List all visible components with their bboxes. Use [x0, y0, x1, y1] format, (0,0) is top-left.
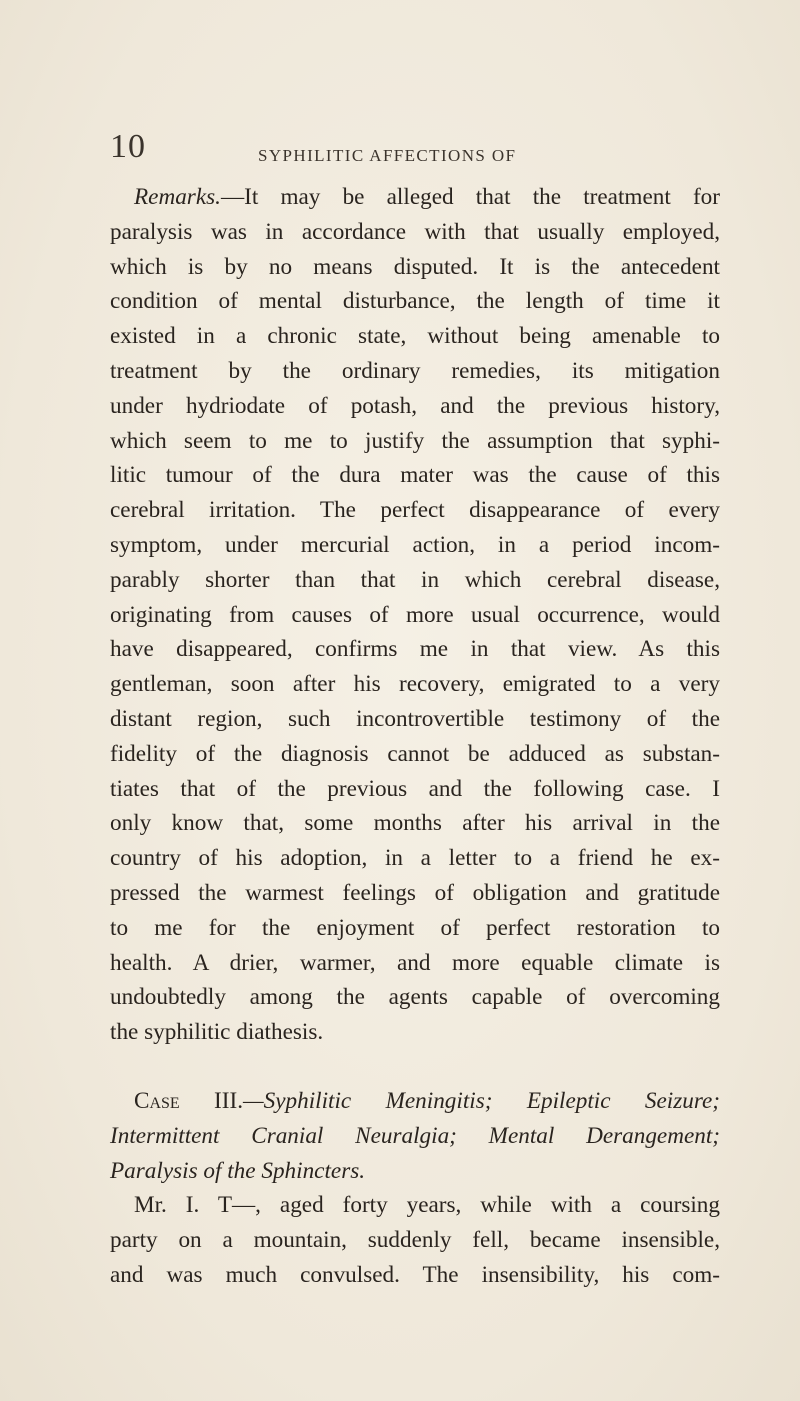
- text-line: under hydriodate of potash, and the previous history,: [110, 392, 720, 419]
- text-line: to me for the enjoyment of perfect restoration to: [110, 914, 720, 941]
- case-heading-line: Paralysis of the Sphincters.: [110, 1157, 366, 1184]
- text-line: and was much convulsed. The insensibility, his com-: [110, 1261, 720, 1288]
- text-line: country of his adoption, in a letter to a friend he ex-: [110, 845, 720, 872]
- paragraph-remarks: [110, 180, 720, 1050]
- text-line: pressed the warmest feelings of obligation and gratitude: [110, 879, 720, 906]
- text-line: condition of mental disturbance, the length of time it: [110, 288, 720, 315]
- text-line: Remarks.—It may be alleged that the treatment for: [134, 184, 720, 210]
- text-line: symptom, under mercurial action, in a period incom-: [110, 531, 720, 558]
- text-line: existed in a chronic state, without being amenable to: [110, 323, 720, 350]
- text-line: gentleman, soon after his recovery, emigrated to a very: [110, 671, 720, 698]
- text-line: litic tumour of the dura mater was the cause of this: [110, 462, 720, 489]
- running-head: SYPHILITIC AFFECTIONS OF: [258, 146, 517, 165]
- text-line: have disappeared, confirms me in that view. As this: [110, 636, 720, 663]
- case-label: Case III.: [134, 1087, 244, 1114]
- text-line: which seem to me to justify the assumption that syphi-: [110, 427, 720, 454]
- paragraph-case-narrative: [110, 1188, 720, 1292]
- body-text: [110, 180, 720, 1293]
- text-line: paralysis was in accordance with that usually employed,: [110, 218, 720, 245]
- text-line: treatment by the ordinary remedies, its mitigation: [110, 357, 720, 384]
- text-line: parably shorter than that in which cerebral disease,: [110, 566, 720, 593]
- text-line: cerebral irritation. The perfect disappearance of every: [110, 497, 720, 524]
- text-line: health. A drier, warmer, and more equable climate is: [110, 949, 720, 976]
- text-line: only know that, some months after his arrival in the: [110, 810, 720, 837]
- text-line: tiates that of the previous and the following case. I: [110, 775, 720, 802]
- text-line: fidelity of the diagnosis cannot be adduced as substan-: [110, 740, 720, 767]
- remarks-lead: Remarks.: [134, 184, 221, 210]
- text-line: originating from causes of more usual occurrence, would: [110, 601, 720, 628]
- text-line: Mr. I. T—, aged forty years, while with a coursing: [134, 1192, 720, 1219]
- case-heading-line: Case III.—Syphilitic Meningitis; Epileptic Seizure;: [134, 1087, 721, 1114]
- page-number: 10: [110, 128, 146, 165]
- text-line: which is by no means disputed. It is the antecedent: [110, 253, 720, 280]
- case-heading: [110, 1084, 720, 1188]
- case-heading-line: Intermittent Cranial Neuralgia; Mental Derangement;: [110, 1122, 720, 1149]
- text-line: the syphilitic diathesis.: [110, 1019, 324, 1046]
- text-line: distant region, such incontrovertible testimony of the: [110, 705, 720, 732]
- text-line: undoubtedly among the agents capable of overcoming: [110, 984, 720, 1011]
- text-line: party on a mountain, suddenly fell, became insensible,: [110, 1227, 720, 1254]
